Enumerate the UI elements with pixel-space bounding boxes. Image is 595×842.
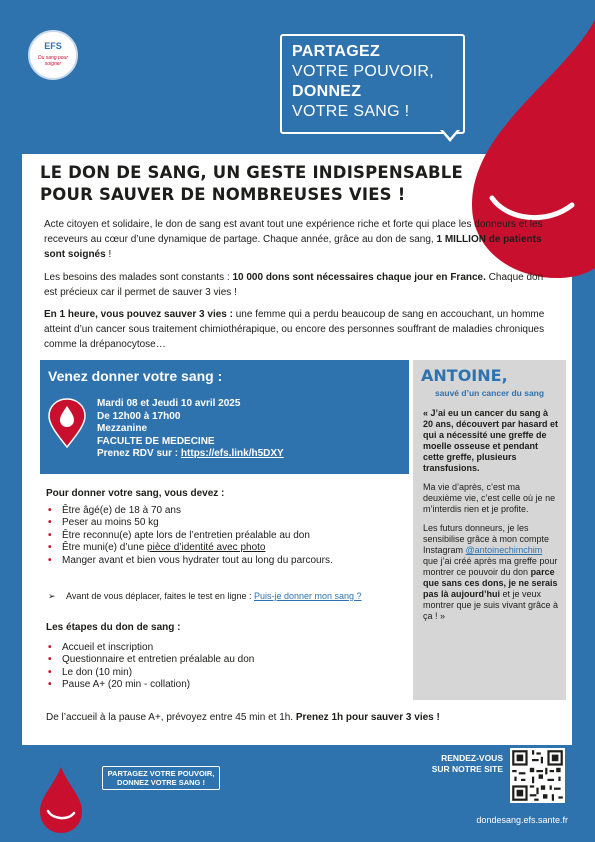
efs-logo bbox=[28, 30, 78, 80]
testimonial-name: ANTOINE, bbox=[421, 366, 508, 385]
testimonial-quote-2: Ma vie d’après, c’est ma deuxième vie, c’est celle où je ne m’interdis rien et je profite. bbox=[423, 482, 556, 514]
intro-text: une femme qui a perdu beaucoup de sang en accouchant, un homme atteint d’un cancer sous traitement chimiothérapique, ou encore des personnes souffrant de maladies chroniques comme la drépanocytose… bbox=[44, 309, 545, 350]
headline-line-2: POUR SAUVER DE NOMBREUSES VIES ! bbox=[40, 185, 406, 204]
intro-emphasis: 10 000 dons sont nécessaires chaque jour en France. bbox=[232, 272, 486, 283]
headline bbox=[40, 162, 463, 206]
id-document-link: pièce d’identité avec photo bbox=[147, 542, 266, 554]
qr-code-icon[interactable] bbox=[510, 748, 565, 803]
intro-paragraph-1 bbox=[44, 217, 552, 262]
list-item: • Accueil et inscription bbox=[46, 642, 406, 654]
quote-text: Les futurs donneurs, je les sensibilise grâce à mon compte Instagram bbox=[423, 523, 550, 555]
venue-place-1: Mezzanine bbox=[97, 423, 148, 434]
rdv-link[interactable]: https://efs.link/h5DXY bbox=[180, 448, 284, 459]
venue-place-2: FACULTE DE MEDECINE bbox=[97, 435, 215, 447]
list-item: • Manger avant et bien vous hydrater tout au long du parcours. bbox=[46, 555, 406, 567]
footer-rdv bbox=[403, 753, 503, 775]
list-item bbox=[46, 542, 406, 554]
intro-emphasis: En 1 heure, vous pouvez sauver 3 vies : bbox=[44, 309, 233, 320]
intro-text: Chaque don est précieux car il permet de sauver 3 vies ! bbox=[44, 272, 544, 298]
footer-slogan-line-1: PARTAGEZ VOTRE POUVOIR, bbox=[107, 769, 215, 778]
conditions-title: Pour donner votre sang, vous devez : bbox=[46, 488, 225, 499]
intro-text: Acte citoyen et solidaire, le don de sang est avant tout une expérience riche et forte qui place les donneurs et les receveurs au cœur d’une dynamique de partage. Chaque année, grâce au don de sang, bbox=[44, 219, 543, 245]
venue-date: Mardi 08 et Jeudi 10 avril 2025 bbox=[97, 398, 241, 409]
slogan-line-1: PARTAGEZ bbox=[292, 43, 381, 60]
testimonial-box bbox=[413, 360, 566, 700]
final-text: De l’accueil à la pause A+, prévoyez entre 45 min et 1h. bbox=[46, 712, 296, 723]
testimonial-subtitle: sauvé d’un cancer du sang bbox=[434, 388, 545, 398]
list-item: • Questionnaire et entretien préalable au don bbox=[46, 654, 406, 666]
blood-drop-small-icon bbox=[36, 765, 86, 835]
final-note bbox=[46, 712, 440, 723]
venue-box bbox=[40, 360, 409, 474]
slogan-line-2: VOTRE POUVOIR, bbox=[292, 63, 434, 80]
list-item: • Pause A+ (20 min - collation) bbox=[46, 679, 406, 691]
testimonial-quote-3 bbox=[423, 523, 559, 622]
final-emphasis: Prenez 1h pour sauver 3 vies ! bbox=[295, 712, 440, 723]
testimonial-quote-1: « J’ai eu un cancer du sang à 20 ans, découvert par hasard et qui a nécessité une greffe de moelle osseuse et pendant cette greffe, plusieurs transfusions. bbox=[423, 408, 559, 473]
list-item: • Le don (10 min) bbox=[46, 667, 406, 679]
logo-subtext: Du sang pour soigner bbox=[37, 55, 69, 67]
testimonial-body bbox=[423, 408, 559, 630]
steps-title: Les étapes du don de sang : bbox=[46, 622, 181, 633]
footer-band bbox=[0, 745, 595, 842]
quote-emphasis: parce que sans ces dons, je ne serais pas là aujourd’hui bbox=[423, 567, 558, 599]
footer-rdv-line-1: RENDEZ-VOUS bbox=[441, 753, 503, 763]
list-item: • Être âgé(e) de 18 à 70 ans bbox=[46, 505, 406, 517]
instagram-link[interactable]: @antoinechimchim bbox=[465, 545, 543, 555]
conditions-list bbox=[46, 505, 406, 567]
intro-paragraph-3 bbox=[44, 307, 552, 352]
intro-text: Les besoins des malades sont constants : bbox=[44, 272, 233, 283]
headline-line-1: LE DON DE SANG, UN GESTE INDISPENSABLE bbox=[40, 163, 463, 182]
slogan-line-3: DONNEZ bbox=[292, 83, 362, 100]
location-pin-icon bbox=[48, 398, 86, 448]
logo-text: EFS bbox=[44, 41, 62, 51]
quote-text: que j’ai créé après ma greffe pour montrer ce pouvoir du don bbox=[423, 556, 558, 577]
online-test-label: Avant de vous déplacer, faites le test en ligne : bbox=[66, 591, 254, 601]
arrow-icon: ➢ bbox=[48, 591, 56, 601]
online-test bbox=[48, 591, 362, 602]
footer-rdv-line-2: SUR NOTRE SITE bbox=[431, 764, 503, 774]
footer-slogan-line-2: DONNEZ VOTRE SANG ! bbox=[117, 778, 205, 787]
rdv-label: Prenez RDV sur : bbox=[97, 448, 181, 459]
intro-paragraph-2 bbox=[44, 270, 552, 300]
quote-text: et je veux montrer que je suis vivant grâce à ça ! » bbox=[423, 589, 559, 621]
list-item: • Peser au moins 50 kg bbox=[46, 517, 406, 529]
footer-website[interactable]: dondesang.efs.sante.fr bbox=[476, 815, 568, 825]
slogan-bubble bbox=[280, 34, 465, 134]
footer-slogan bbox=[102, 766, 220, 790]
venue-rdv bbox=[97, 448, 284, 461]
list-item: • Être reconnu(e) apte lors de l’entretien préalable au don bbox=[46, 530, 406, 542]
venue-title: Venez donner votre sang : bbox=[48, 368, 223, 384]
venue-info bbox=[97, 398, 284, 461]
venue-hours: De 12h00 à 17h00 bbox=[97, 410, 181, 422]
slogan-line-4: VOTRE SANG ! bbox=[292, 103, 410, 120]
steps-list bbox=[46, 642, 406, 692]
online-test-link[interactable]: Puis-je donner mon sang ? bbox=[253, 591, 362, 601]
left-border bbox=[0, 0, 22, 842]
list-item-text: Être muni(e) d’une bbox=[62, 542, 148, 554]
intro-emphasis: 1 MILLION de patients sont soignés bbox=[44, 234, 542, 260]
intro-text: ! bbox=[105, 249, 112, 260]
